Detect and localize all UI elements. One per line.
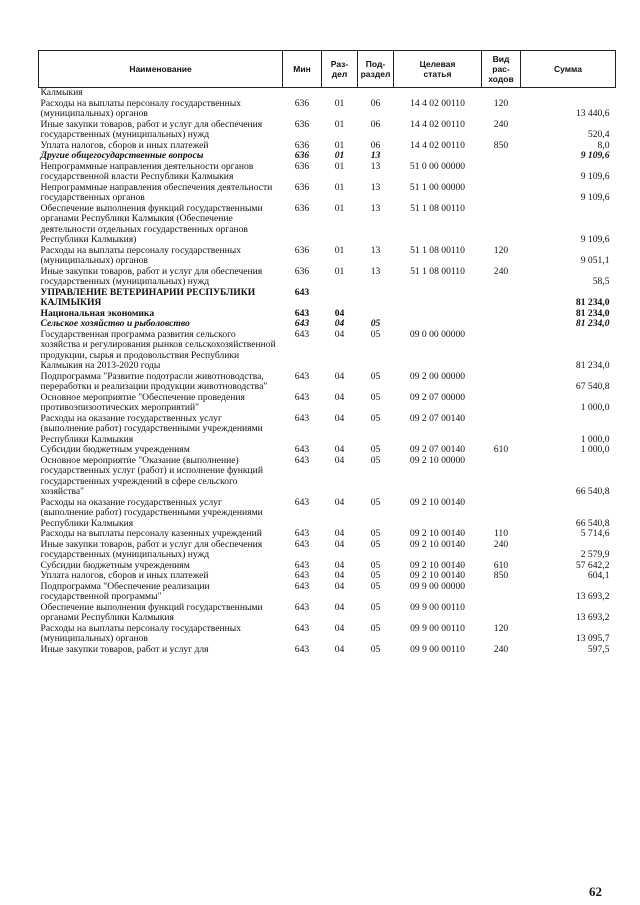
cell-razdel: 04 [334, 328, 345, 340]
table-row [39, 319, 616, 330]
cell-podrazdel: 05 [370, 538, 381, 550]
table-row [39, 540, 616, 561]
cell-name: Расходы на оказание государственных услуг (выполнение работ) государственными учреждениями Республики Калмыкия [40, 412, 263, 445]
cell-vid [482, 309, 521, 320]
cell-sum: 58,5 [592, 276, 610, 287]
cell-vid [482, 393, 521, 414]
table-body [39, 88, 616, 656]
cell-vid: 120 [493, 97, 509, 109]
cell-razdel: 04 [334, 370, 345, 382]
cell-name: Уплата налогов, сборов и иных платежей [40, 139, 209, 151]
cell-name: Подпрограмма "Обеспечение реализации государственной программы" [40, 580, 210, 602]
cell-vid [482, 183, 521, 204]
cell-target: 09 2 07 00000 [409, 391, 466, 403]
cell-target: 09 9 00 00000 [409, 580, 466, 592]
cell-podrazdel: 13 [370, 150, 381, 161]
table-row [39, 120, 616, 141]
cell-min: 643 [294, 496, 310, 508]
cell-name: Основное мероприятие "Оказание (выполнение) государственных услуг (работ) и исполнение функций государственных учреждений в сфере сельского хозяйства" [40, 454, 263, 497]
cell-razdel: 04 [334, 559, 345, 571]
cell-name: Обеспечение выполнения функций государственными органами Республики Калмыкия (Обеспечение деятельности отдельных государственных органов Республики Калмыкия) [40, 202, 263, 245]
cell-name: Иные закупки товаров, работ и услуг для обеспечения государственных (муниципальных) нужд [40, 118, 263, 140]
cell-vid [482, 162, 521, 183]
cell-razdel: 04 [334, 601, 345, 613]
cell-razdel: 04 [334, 318, 345, 329]
table-row [39, 571, 616, 582]
cell-name: Расходы на выплаты персоналу государственных (муниципальных) органов [40, 244, 242, 266]
cell-sum: 5 714,6 [580, 528, 610, 539]
cell-vid [482, 319, 521, 330]
cell-target: 09 2 10 00140 [409, 559, 466, 571]
cell-sum: 1 000,0 [580, 444, 610, 455]
table-row [39, 267, 616, 288]
cell-min: 643 [294, 528, 310, 539]
cell-target: 09 2 10 00140 [409, 528, 466, 539]
cell-name: Основное мероприятие "Обеспечение проведения противоэпизоотических мероприятий" [40, 391, 245, 413]
cell-min: 643 [294, 444, 310, 455]
cell-sum: 9 051,1 [580, 255, 610, 266]
cell-podrazdel: 13 [370, 181, 381, 193]
cell-razdel: 04 [334, 307, 345, 319]
cell-podrazdel: 05 [370, 328, 381, 340]
cell-razdel: 04 [334, 496, 345, 508]
cell-target: 51 0 00 00000 [409, 160, 466, 172]
cell-min: 643 [294, 570, 310, 581]
cell-podrazdel: 05 [370, 496, 381, 508]
cell-vid: 240 [493, 538, 509, 550]
page-number: 62 [589, 884, 602, 899]
cell-min [283, 88, 322, 99]
cell-target [394, 309, 482, 320]
cell-podrazdel: 13 [370, 202, 381, 214]
cell-name: Субсидии бюджетным учреждениям [40, 559, 190, 571]
cell-name: Обеспечение выполнения функций государственными органами Республики Калмыкия [40, 601, 263, 623]
cell-vid [482, 288, 521, 309]
cell-min: 643 [294, 622, 310, 634]
cell-vid [482, 151, 521, 162]
cell-podrazdel [358, 288, 394, 309]
cell-target [394, 288, 482, 309]
cell-podrazdel: 05 [370, 412, 381, 424]
cell-target: 09 9 00 00110 [410, 622, 465, 634]
table-row [39, 393, 616, 414]
cell-vid [482, 498, 521, 530]
cell-min: 636 [294, 139, 310, 151]
header-target: Целевая статья [394, 51, 482, 88]
cell-min: 636 [294, 181, 310, 193]
cell-min: 643 [294, 391, 310, 403]
cell-vid [482, 204, 521, 246]
cell-razdel: 04 [334, 454, 345, 466]
cell-sum [521, 88, 616, 99]
cell-razdel: 01 [334, 244, 345, 256]
cell-min: 636 [294, 160, 310, 172]
cell-sum: 13 440,6 [575, 108, 610, 119]
cell-podrazdel: 05 [370, 580, 381, 592]
cell-razdel: 01 [334, 97, 345, 109]
cell-razdel: 01 [334, 202, 345, 214]
table-row [39, 330, 616, 372]
table-row [39, 183, 616, 204]
cell-name: Другие общегосударственные вопросы [40, 150, 204, 161]
cell-vid: 610 [493, 444, 509, 455]
cell-name: Государственная программа развития сельского хозяйства и регулирования рынков сельскохозяйственной продукции, сырья и продовольствия Республики Калмыкия на 2013-2020 годы [40, 328, 276, 371]
cell-podrazdel: 05 [370, 559, 381, 571]
cell-sum: 81 234,0 [575, 307, 610, 319]
header-name: Наименование [39, 51, 283, 88]
cell-min: 643 [294, 559, 310, 571]
cell-target: 09 9 00 00110 [410, 601, 465, 613]
cell-name: Уплата налогов, сборов и иных платежей [40, 570, 209, 581]
cell-target [394, 151, 482, 162]
cell-vid [482, 414, 521, 446]
cell-sum: 66 540,8 [575, 486, 610, 497]
cell-target [394, 88, 482, 99]
cell-min: 643 [294, 538, 310, 550]
cell-podrazdel: 05 [370, 601, 381, 613]
cell-razdel: 01 [334, 139, 345, 151]
cell-min: 636 [294, 97, 310, 109]
header-podrazdel: Под- раздел [358, 51, 394, 88]
cell-target: 51 1 08 00110 [410, 244, 465, 256]
cell-podrazdel: 05 [370, 318, 381, 329]
cell-min: 643 [294, 580, 310, 592]
cell-sum: 8,0 [597, 139, 610, 151]
cell-name: Калмыкия [40, 87, 83, 98]
table-row [39, 624, 616, 645]
cell-razdel [322, 88, 358, 99]
cell-sum: 9 109,6 [580, 234, 610, 245]
cell-podrazdel: 05 [370, 622, 381, 634]
cell-razdel: 01 [334, 160, 345, 172]
cell-vid: 240 [493, 265, 509, 277]
cell-sum: 13 693,2 [575, 591, 610, 602]
cell-name: Расходы на выплаты персоналу государственных (муниципальных) органов [40, 97, 242, 119]
cell-sum: 13 095,7 [575, 633, 610, 644]
cell-target: 09 2 10 00140 [409, 538, 466, 550]
cell-name: Иные закупки товаров, работ и услуг для обеспечения государственных (муниципальных) нужд [40, 538, 263, 560]
budget-table [38, 50, 616, 655]
cell-razdel: 01 [334, 150, 345, 161]
cell-target: 14 4 02 00110 [410, 118, 465, 130]
cell-podrazdel: 05 [370, 643, 381, 655]
cell-target: 09 2 07 00140 [409, 444, 466, 455]
cell-podrazdel: 06 [370, 139, 381, 151]
cell-min: 643 [294, 286, 310, 298]
cell-sum: 57 642,2 [575, 559, 610, 571]
cell-razdel: 01 [334, 181, 345, 193]
cell-min: 643 [294, 307, 310, 319]
cell-min: 636 [294, 265, 310, 277]
cell-podrazdel: 06 [370, 118, 381, 130]
cell-sum: 66 540,8 [575, 517, 610, 529]
cell-razdel: 01 [334, 265, 345, 277]
budget-table-container [38, 50, 615, 655]
cell-podrazdel: 05 [370, 570, 381, 581]
cell-razdel: 04 [334, 391, 345, 403]
table-header [39, 51, 616, 88]
cell-min: 643 [294, 412, 310, 424]
cell-sum: 520,4 [587, 129, 610, 140]
cell-vid: 610 [493, 559, 509, 571]
cell-podrazdel [358, 88, 394, 99]
cell-sum: 9 109,6 [580, 171, 610, 182]
header-min: Мин [283, 51, 322, 88]
header-razdel: Раз- дел [322, 51, 358, 88]
cell-podrazdel: 05 [370, 370, 381, 382]
cell-vid: 240 [493, 118, 509, 130]
cell-razdel: 04 [334, 538, 345, 550]
cell-name: Расходы на оказание государственных услуг (выполнение работ) государственными учреждениями Республики Калмыкия [40, 496, 263, 529]
cell-sum: 1 000,0 [580, 433, 610, 445]
cell-sum: 597,5 [587, 643, 610, 655]
cell-min: 643 [294, 601, 310, 613]
table-row [39, 372, 616, 393]
cell-name: Сельское хозяйство и рыболовство [40, 318, 190, 329]
cell-target: 09 2 07 00140 [409, 412, 466, 424]
cell-razdel: 04 [334, 528, 345, 539]
cell-min: 643 [294, 328, 310, 340]
table-row [39, 204, 616, 246]
cell-podrazdel: 13 [370, 244, 381, 256]
cell-min: 636 [294, 244, 310, 256]
header-sum: Сумма [521, 51, 616, 88]
cell-podrazdel: 06 [370, 97, 381, 109]
table-row [39, 88, 616, 99]
cell-target: 09 9 00 00110 [410, 643, 465, 655]
cell-vid: 240 [493, 643, 509, 655]
cell-name: Непрограммные направления обеспечения деятельности государственных органов [40, 181, 273, 203]
cell-podrazdel: 05 [370, 454, 381, 466]
cell-vid: 110 [493, 528, 509, 539]
table-row [39, 645, 616, 656]
table-row [39, 456, 616, 498]
cell-target: 14 4 02 00110 [410, 97, 465, 109]
cell-target [394, 319, 482, 330]
cell-sum: 9 109,6 [580, 150, 610, 161]
cell-min: 643 [294, 454, 310, 466]
cell-vid: 850 [493, 139, 509, 151]
cell-name: Расходы на выплаты персоналу государственных (муниципальных) органов [40, 622, 242, 644]
cell-razdel: 04 [334, 643, 345, 655]
cell-name: УПРАВЛЕНИЕ ВЕТЕРИНАРИИ РЕСПУБЛИКИ КАЛМЫКИЯ [40, 286, 256, 308]
cell-razdel: 04 [334, 580, 345, 592]
cell-podrazdel: 13 [370, 160, 381, 172]
cell-name: Субсидии бюджетным учреждениям [40, 444, 190, 455]
table-row [39, 582, 616, 603]
cell-razdel: 04 [334, 570, 345, 581]
cell-min: 636 [294, 118, 310, 130]
cell-vid [482, 88, 521, 99]
cell-name: Иные закупки товаров, работ и услуг для обеспечения государственных (муниципальных) нужд [40, 265, 263, 287]
cell-name: Подпрограмма "Развитие подотрасли животноводства, переработки и реализации продукции животноводства" [40, 370, 268, 392]
cell-name: Национальная экономика [40, 307, 155, 319]
cell-podrazdel: 05 [370, 528, 381, 539]
cell-min: 643 [294, 318, 310, 329]
cell-vid [482, 582, 521, 603]
table-row [39, 529, 616, 540]
cell-sum: 604,1 [587, 570, 610, 581]
table-row [39, 498, 616, 530]
cell-target: 51 1 00 00000 [409, 181, 466, 193]
cell-razdel: 04 [334, 444, 345, 455]
table-row [39, 445, 616, 456]
cell-podrazdel: 05 [370, 444, 381, 455]
cell-sum: 81 234,0 [575, 297, 610, 308]
table-row [39, 151, 616, 162]
cell-sum: 9 109,6 [580, 192, 610, 203]
cell-target: 14 4 02 00110 [410, 139, 465, 151]
cell-sum: 81 234,0 [575, 318, 610, 329]
cell-podrazdel: 05 [370, 391, 381, 403]
cell-sum: 13 693,2 [575, 612, 610, 623]
cell-vid: 850 [493, 570, 509, 581]
cell-min: 643 [294, 370, 310, 382]
cell-vid [482, 372, 521, 393]
table-row [39, 414, 616, 446]
cell-target: 09 2 10 00140 [409, 496, 466, 508]
cell-razdel: 04 [334, 412, 345, 424]
cell-sum: 81 234,0 [575, 360, 610, 371]
table-row [39, 162, 616, 183]
cell-vid: 120 [493, 622, 509, 634]
cell-vid [482, 603, 521, 624]
cell-podrazdel: 13 [370, 265, 381, 277]
cell-razdel: 01 [334, 118, 345, 130]
cell-name: Расходы на выплаты персоналу казенных учреждений [40, 528, 262, 539]
cell-min: 636 [294, 202, 310, 214]
cell-target: 09 2 10 00000 [409, 454, 466, 466]
cell-name: Иные закупки товаров, работ и услуг для [40, 643, 209, 655]
cell-vid [482, 456, 521, 498]
cell-razdel: 04 [334, 622, 345, 634]
cell-sum: 1 000,0 [580, 402, 610, 413]
header-vid: Вид рас- ходов [482, 51, 521, 88]
cell-sum: 2 579,9 [580, 549, 610, 560]
cell-sum: 67 540,8 [575, 381, 610, 392]
cell-target: 09 0 00 00000 [409, 328, 466, 340]
cell-vid: 120 [493, 244, 509, 256]
cell-target: 09 2 00 00000 [409, 370, 466, 382]
cell-name: Непрограммные направления деятельности органов государственной власти Республики Калмыкия [40, 160, 254, 182]
cell-target: 51 1 08 00110 [410, 202, 465, 214]
cell-razdel [322, 288, 358, 309]
cell-target: 09 2 10 00140 [409, 570, 466, 581]
table-row [39, 288, 616, 309]
table-row [39, 603, 616, 624]
cell-vid [482, 330, 521, 372]
cell-min: 643 [294, 643, 310, 655]
table-row [39, 99, 616, 120]
cell-target: 51 1 08 00110 [410, 265, 465, 277]
table-row [39, 246, 616, 267]
cell-min: 636 [294, 150, 310, 161]
